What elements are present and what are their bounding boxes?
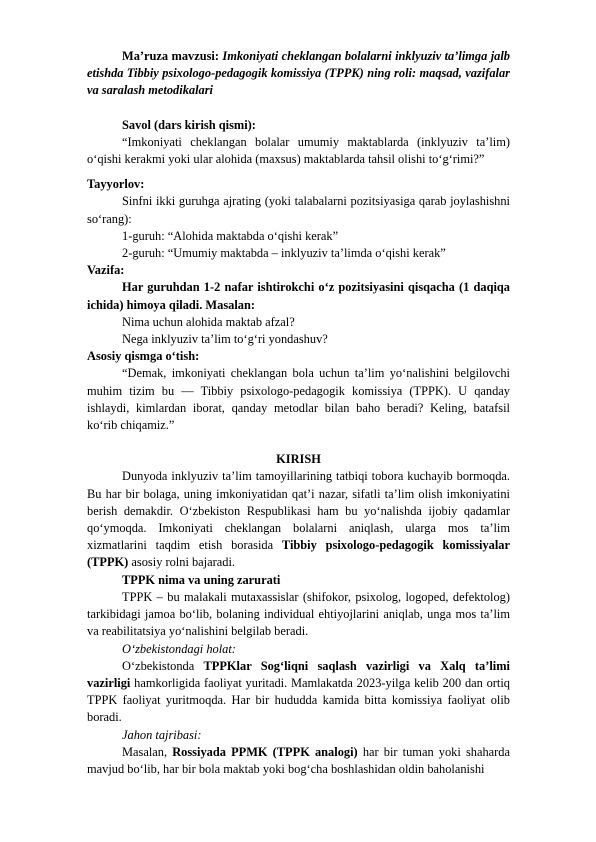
task-text: Har guruhdan 1-2 nafar ishtirokchi o‘z pozitsiyasini qisqacha (1 daqiqa ichida) himoya qiladi. Masalan: <box>87 280 510 312</box>
intro-p1-bold: Tibbiy psixologo-pedagogik komissiyalar (TPPK) <box>87 538 510 570</box>
uz-bold: TPPKlar Sog‘liqni saqlash vazirligi va Xalq ta’limi vazirligi <box>87 658 510 690</box>
world-paragraph <box>87 744 510 778</box>
spacer <box>87 168 510 176</box>
world-bold: Rossiyada PPMK (TPPK analogi) <box>172 744 358 759</box>
tppk-heading: TPPK nima va uning zarurati <box>122 572 281 587</box>
preparation-heading: Tayyorlov: <box>87 177 145 192</box>
topic-label: Ma’ruza mavzusi: <box>122 49 219 63</box>
intro-title: KIRISH <box>276 452 321 467</box>
preparation-text: Sinfni ikki guruhga ajrating (yoki talabalarni pozitsiyasiga qarab joylashishni so‘rang): <box>87 194 510 226</box>
question-text: “Imkoniyati cheklangan bolalar umumiy maktablarda (inklyuziv ta’lim) o‘qishi kerakmi yoki ular alohida (maxsus) maktablarda tahsil olishi to‘g‘rimi?” <box>87 134 510 167</box>
document-content <box>87 48 510 778</box>
transition-text: “Demak, imkoniyati cheklangan bola uchun ta’lim yo‘nalishini belgilovchi muhim tizim bu — Tibbiy psixologo-pedagogik komissiya (TPPK). U qanday ishlaydi, kimlardan iborat, qanday metodlar bilan baho beradi? Keling, batafsil ko‘rib chiqamiz.” <box>87 366 510 433</box>
spacer <box>87 434 510 451</box>
uzbekistan-heading: O‘zbekistondagi holat: <box>122 641 236 656</box>
intro-paragraph <box>87 468 510 571</box>
task-example-2: Nega inklyuziv ta’lim to‘g‘ri yondashuv? <box>122 332 328 347</box>
group-2-line: 2-guruh: “Umumiy maktabda – inklyuziv ta’limda o‘qishi kerak” <box>122 246 446 261</box>
spacer <box>87 100 510 117</box>
transition-heading: Asosiy qismga o‘tish: <box>87 349 200 364</box>
world-heading: Jahon tajribasi: <box>122 727 202 742</box>
question-heading: Savol (dars kirish qismi): <box>122 117 256 132</box>
task-heading: Vazifa: <box>87 263 125 278</box>
intro-p1-end: asosiy rolni bajaradi. <box>131 555 235 570</box>
world-pre: Masalan, <box>122 744 168 759</box>
task-example-1: Nima uchun alohida maktab afzal? <box>122 314 295 329</box>
uz-rest: hamkorligida faoliyat yuritadi. Mamlakatda 2023-yilga kelib 200 dan ortiq TPPK faoliyat yuritmoqda. Har bir hududda kamida bitta komissiya faoliyat olib boradi. <box>87 675 510 725</box>
group-1-line: 1-guruh: “Alohida maktabda o‘qishi kerak” <box>122 228 339 243</box>
uzbekistan-paragraph <box>87 658 510 727</box>
world-rest: har bir tuman yoki shaharda mavjud bo‘lib, har bir bola maktab yoki bog‘cha boshlashidan oldin baholanishi <box>87 744 510 776</box>
intro-p1-text: Dunyoda inklyuziv ta’lim tamoyillarining tatbiqi tobora kuchayib bormoqda. Bu har bir bolaga, uning imkoniyatidan qat’i nazar, sifatli ta’lim olish imkoniyatini berish demakdir. O‘zbekiston Respublikasi ham bu yo‘nalishda ijobiy qadamlar qo‘ymoqda. Imkoniyati cheklangan bolalarni aniqlash, ularga mos ta’lim xizmatlarini taqdim etish borasida <box>87 469 510 553</box>
lecture-topic <box>87 48 510 100</box>
tppk-text: TPPK – bu malakali mutaxassislar (shifokor, psixolog, logoped, defektolog) tarkibidagi jamoa bo‘lib, bolaning individual ehtiyojlarini aniqlab, unga mos ta’lim va reabilitatsiya yo‘nalishini belgilab beradi. <box>87 589 510 639</box>
uz-pre: O‘zbekistonda <box>122 658 195 673</box>
topic-text: Imkoniyati cheklangan bolalarni inklyuziv ta’limga jalb etishda Tibbiy psixologo-pedagogik komissiya (TPPK) ning roli: maqsad, vazifalar va saralash metodikalari <box>87 49 510 98</box>
